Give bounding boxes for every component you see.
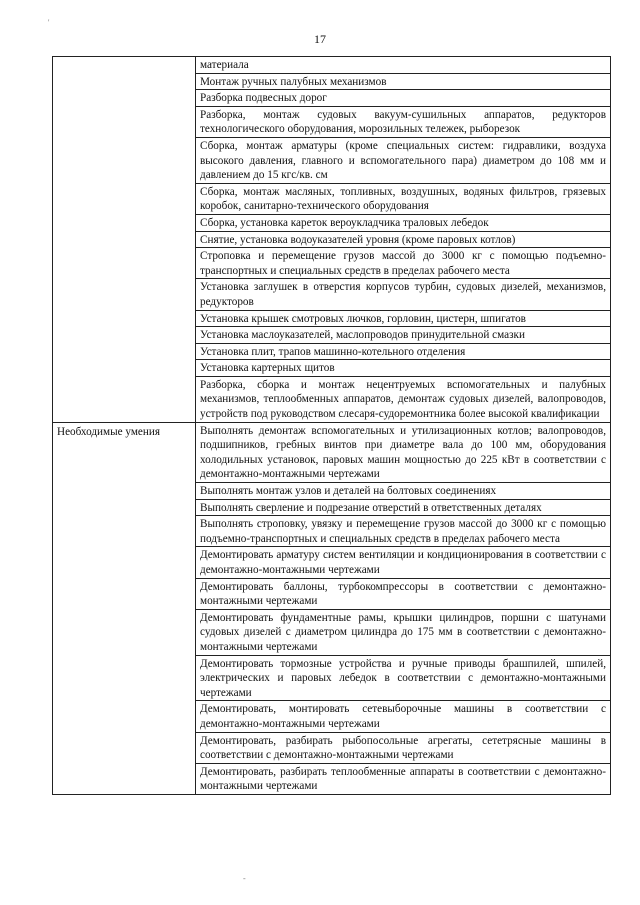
requirement-item: Разборка, монтаж судовых вакуум-сушильных аппаратов, редукторов технологического оборудования, морозильных тележек, рыборезок — [196, 106, 611, 137]
requirement-item: Демонтировать тормозные устройства и ручные приводы брашпилей, шпилей, электрических и паровых лебедок в соответствии с демонтажно-монтажными чертежами — [196, 655, 611, 701]
requirement-item: Демонтировать, разбирать рыбопосольные агрегаты, сететрясные машины в соответствии с демонтажно-монтажными чертежами — [196, 732, 611, 763]
requirement-item: Демонтировать, монтировать сетевыборочные машины в соответствии с демонтажно-монтажными чертежами — [196, 701, 611, 732]
requirement-item: Сборка, монтаж арматуры (кроме специальных систем: гидравлики, воздуха высокого давления, главного и вспомогательного пара) диаметром до 108 мм и давлением до 15 кгс/кв. см — [196, 137, 611, 183]
table-row — [53, 422, 611, 482]
requirement-item: Выполнять строповку, увязку и перемещение грузов массой до 3000 кг с помощью подъемно-транспортных и специальных средств в пределах рабочего места — [196, 516, 611, 547]
requirements-table — [52, 56, 611, 795]
page-number: 17 — [314, 32, 326, 46]
requirement-item: Сборка, монтаж масляных, топливных, воздушных, водяных фильтров, грязевых коробок, санитарно-технического оборудования — [196, 183, 611, 214]
requirement-item: Демонтировать, разбирать теплообменные аппараты в соответствии с демонтажно-монтажными чертежами — [196, 763, 611, 794]
requirement-item: Снятие, установка водоуказателей уровня (кроме паровых котлов) — [196, 231, 611, 248]
requirement-item: Установка картерных щитов — [196, 360, 611, 377]
scan-mark: ' — [48, 18, 50, 27]
requirement-item: Выполнять демонтаж вспомогательных и утилизационных котлов; валопроводов, подшипников, гребных винтов при диаметре вала до 100 мм, оборудования холодильных установок, паровых машин мощностью до 225 кВт в соответствии с демонтажно-монтажными чертежами — [196, 422, 611, 482]
requirement-item: Строповка и перемещение грузов массой до 3000 кг с помощью подъемно-транспортных и специальных средств в пределах рабочего места — [196, 248, 611, 279]
requirement-item: Установка крышек смотровых лючков, горловин, цистерн, шпигатов — [196, 310, 611, 327]
requirement-item: Монтаж ручных палубных механизмов — [196, 73, 611, 90]
requirement-item: Демонтировать баллоны, турбокомпрессоры в соответствии с демонтажно-монтажными чертежами — [196, 578, 611, 609]
requirement-item: Сборка, установка кареток вероукладчика траловых лебедок — [196, 214, 611, 231]
requirement-item: Установка маслоуказателей, маслопроводов принудительной смазки — [196, 327, 611, 344]
requirement-item: Демонтировать фундаментные рамы, крышки цилиндров, поршни с шатунами судовых дизелей с диаметром цилиндра до 175 мм в соответствии с демонтажно-монтажными чертежами — [196, 609, 611, 655]
requirement-item: Установка заглушек в отверстия корпусов турбин, судовых дизелей, механизмов, редукторов — [196, 279, 611, 310]
requirement-item: Выполнять сверление и подрезание отверстий в ответственных деталях — [196, 499, 611, 516]
requirement-item: Выполнять монтаж узлов и деталей на болтовых соединениях — [196, 483, 611, 500]
table-row — [53, 57, 611, 74]
requirement-item: Разборка, сборка и монтаж нецентруемых вспомогательных и палубных механизмов, теплообменных аппаратов, демонтаж судовых дизелей, валопроводов, устройств под руководством слесаря-судоремонтника более высокой квалификации — [196, 376, 611, 422]
section-label: Необходимые умения — [53, 422, 196, 794]
requirement-item: Демонтировать арматуру систем вентиляции и кондиционирования в соответствии с демонтажно-монтажными чертежами — [196, 547, 611, 578]
requirement-item: Разборка подвесных дорог — [196, 90, 611, 107]
scan-mark: - — [243, 874, 246, 883]
section-label — [53, 57, 196, 423]
requirement-item: материала — [196, 57, 611, 74]
requirement-item: Установка плит, трапов машинно-котельного отделения — [196, 343, 611, 360]
